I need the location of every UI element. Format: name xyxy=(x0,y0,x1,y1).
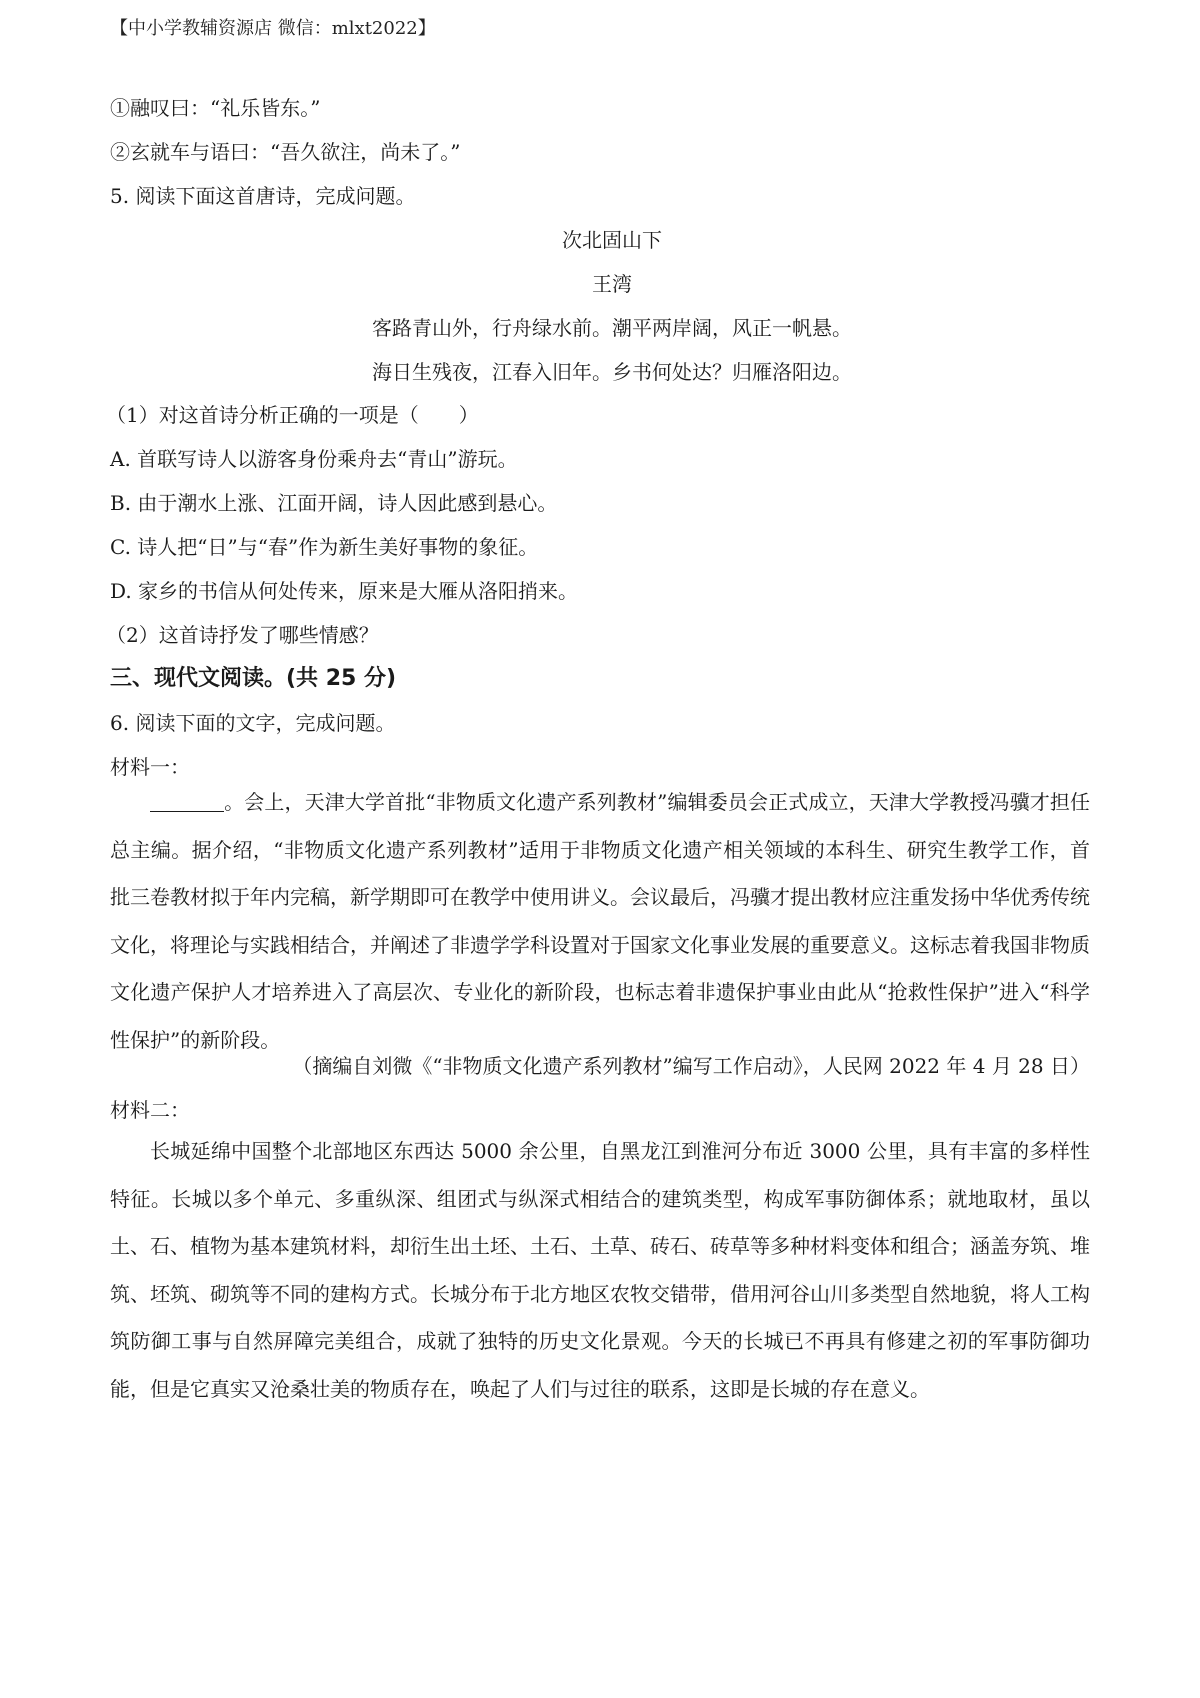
material-1-text: 。会上，天津大学首批“非物质文化遗产系列教材”编辑委员会正式成立，天津大学教授冯骥才担任总主编。据介绍，“非物质文化遗产系列教材”适用于非物质文化遗产相关领域的本科生、研究生教学工作，首批三卷教材拟于年内完稿，新学期即可在教学中使用讲义。会议最后，冯骥才提出教材应注重发扬中华优秀传统文化，将理论与实践相结合，并阐述了非遗学学科设置对于国家文化事业发展的重要意义。这标志着我国非物质文化遗产保护人才培养进入了高层次、专业化的新阶段，也标志着非遗保护事业由此从“抢救性保护”进入“科学性保护”的新阶段。 xyxy=(110,790,1090,1052)
option-a: A. 首联写诗人以游客身份乘舟去“青山”游玩。 xyxy=(110,447,518,471)
question-5-prompt: 5. 阅读下面这首唐诗，完成问题。 xyxy=(110,184,416,208)
fill-in-blank xyxy=(150,789,224,812)
poem-line-1: 客路青山外，行舟绿水前。潮平两岸阔，风正一帆悬。 xyxy=(372,316,852,340)
poem-line-2: 海日生残夜，江春入旧年。乡书何处达？归雁洛阳边。 xyxy=(372,360,852,384)
question-6-prompt: 6. 阅读下面的文字，完成问题。 xyxy=(110,711,396,735)
option-c: C. 诗人把“日”与“春”作为新生美好事物的象征。 xyxy=(110,535,539,559)
poem-title: 次北固山下 xyxy=(562,228,662,252)
material-2-label: 材料二： xyxy=(110,1098,190,1122)
sub-question-2: （2）这首诗抒发了哪些情感？ xyxy=(106,623,379,647)
option-d: D. 家乡的书信从何处传来，原来是大雁从洛阳捎来。 xyxy=(110,579,579,603)
sub-question-1: （1）对这首诗分析正确的一项是（ ） xyxy=(106,403,479,427)
header-note: 【中小学教辅资源店 微信：mlxt2022】 xyxy=(110,18,436,39)
material-1-source: （摘编自刘微《“非物质文化遗产系列教材”编写工作启动》，人民网 2022 年 4 月 28 日） xyxy=(292,1054,1090,1078)
quote-line-1: ①融叹曰：“礼乐皆东。” xyxy=(110,96,321,120)
option-b: B. 由于潮水上涨、江面开阔，诗人因此感到悬心。 xyxy=(110,491,558,515)
section-heading: 三、现代文阅读。(共 25 分) xyxy=(110,666,397,691)
material-1-label: 材料一： xyxy=(110,755,190,779)
material-2-paragraph: 长城延绵中国整个北部地区东西达 5000 余公里，自黑龙江到淮河分布近 3000 公里，具有丰富的多样性特征。长城以多个单元、多重纵深、组团式与纵深式相结合的建筑类型，构成军事防御体系；就地取材，虽以土、石、植物为基本建筑材料，却衍生出土坯、土石、土草、砖石、砖草等多种材料变体和组合；涵盖夯筑、堆筑、坯筑、砌筑等不同的建构方式。长城分布于北方地区农牧交错带，借用河谷山川多类型自然地貌，将人工构筑防御工事与自然屏障完美组合，成就了独特的历史文化景观。今天的长城已不再具有修建之初的军事防御功能，但是它真实又沧桑壮美的物质存在，唤起了人们与过往的联系，这即是长城的存在意义。 xyxy=(110,1139,1090,1401)
poem-author: 王湾 xyxy=(592,272,632,296)
material-1-paragraph xyxy=(110,779,1090,1065)
quote-line-2: ②玄就车与语曰：“吾久欲注，尚未了。” xyxy=(110,140,461,164)
